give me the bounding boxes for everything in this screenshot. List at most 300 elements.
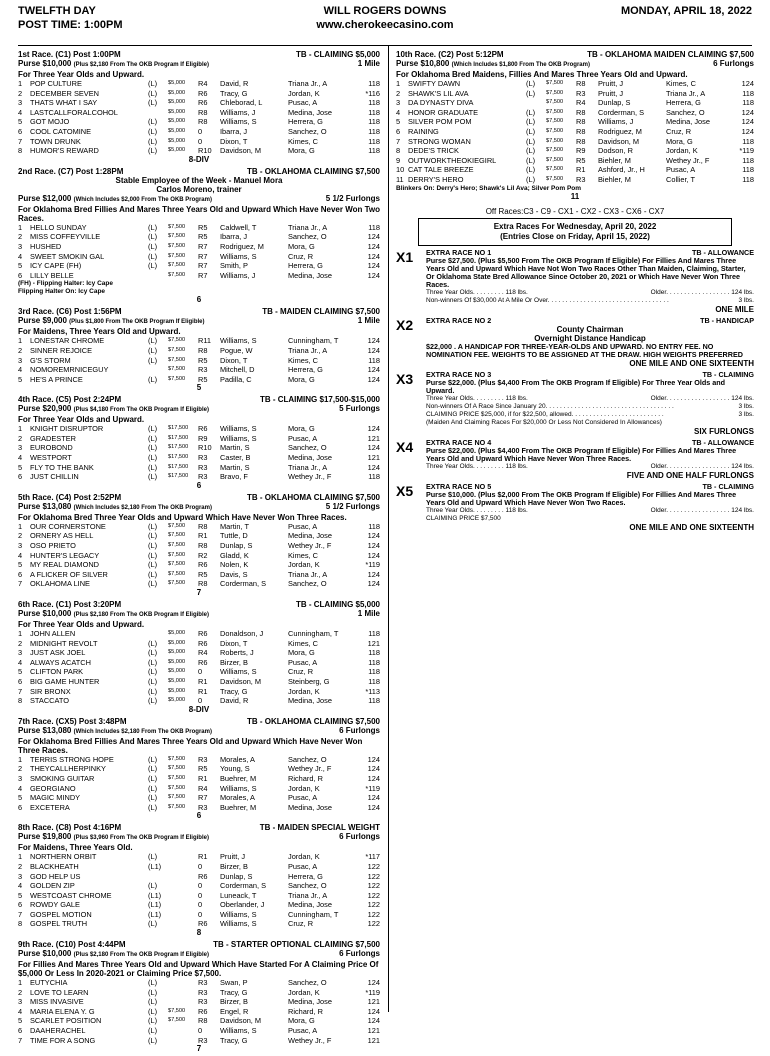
post-number: 3 [18,98,23,108]
table-row [18,677,380,687]
extra-race-distance: SIX FURLONGS [693,427,754,437]
trainer: Ibarra, J [220,232,248,242]
race-block [18,717,380,821]
medication [148,271,168,281]
claim-price: $7,500 [168,252,186,259]
horse-name: NORTHERN ORBIT [30,852,97,862]
weight: 124 [367,241,380,251]
horse-name: SHAWK'S LIL AVA [408,88,469,98]
medication: (L1) [148,861,162,871]
extra-race-name: EXTRA RACE NO 1 [426,248,492,258]
rating: R5 [198,374,208,384]
race-type: TB - OKLAHOMA CLAIMING $7,500 [246,716,380,726]
rating: R3 [576,174,586,184]
claim-price: $7,500 [168,765,186,772]
extra-race-distance: ONE MILE AND ONE SIXTEENTH [629,523,754,533]
jockey: Wethey Jr., F [288,541,332,551]
race-block [18,395,380,490]
medication: (L) [526,174,536,184]
post-number: 7 [18,1035,23,1045]
jockey: Kimes, C [288,136,318,146]
rating: R8 [576,79,586,88]
claim-price: $5,000 [168,89,186,96]
rating: R6 [198,871,208,881]
extra-race-name: EXTRA RACE NO 2 [426,316,492,326]
trainer: Dixon, T [220,638,248,648]
trainer: Williams, J [598,117,634,127]
claim-price: $7,500 [168,271,186,278]
extra-race-conditions: Purse $10,000. (Plus $2,000 From The OKB Program If Eligible) For Fillies And Mares Three Years Old and Upward Which Have Never Won Two Races. [426,490,737,508]
claim-price [168,872,198,882]
purse: Purse $13,080 (Which Includes $2,180 From The OKB Program) [18,725,212,735]
jockey: Herrera, G [666,98,701,108]
horse-name: SIR BRONX [30,686,71,696]
rating: R3 [198,802,208,812]
trainer: Ashford, Jr., H [598,165,645,175]
post-number: 3 [18,541,23,551]
race-conditions: For Maidens, Three Years Old. [18,843,133,853]
rating: R5 [198,222,208,232]
weight: 122 [367,881,380,891]
post-number: 6 [18,802,23,812]
race-block [18,167,380,305]
post-number: 10 [396,165,405,175]
table-row [18,881,380,891]
race-distance: 6 Furlongs [339,949,380,959]
rating: R3 [198,1035,208,1045]
post-number: 6 [18,270,23,280]
claim-price: $7,500 [168,1017,186,1024]
horse-name: HUSHED [30,241,62,251]
horse-name: DEDE'S TRICK [408,146,459,156]
race-title: 9th Race. (C10) Post 4:44PM [18,940,126,950]
extra-race-heading: Overnight Distance Handicap [534,334,646,344]
trainer: Ibarra, J [220,126,248,136]
trainer: Corderman, S [598,107,645,117]
rating: R3 [198,472,208,482]
extra-race-name: EXTRA RACE NO 5 [426,482,492,492]
column-divider [388,46,389,1012]
jockey: Sanchez, O [288,754,327,764]
jockey: Richard, R [288,773,323,783]
extra-race-number: X2 [396,317,414,334]
extra-race-conditions: $22,000 . A HANDICAP FOR THREE-YEAR-OLDS AND UPWARD. NO ENTRY FEE. NO NOMINATION FEE. WEIGHTS TO BE ASSIGNED AT THE DRAW. HIGH WEIGHTS PREFERRED [426,342,743,360]
table-row [396,79,754,89]
claim-price [168,988,198,998]
claim-price [168,1026,198,1036]
post-number: 4 [18,1006,23,1016]
trainer: Biehler, M [598,155,631,165]
weight: 121 [367,1026,380,1036]
jockey: Medina, Jose [288,997,332,1007]
race-header [18,307,380,316]
claim-price: $5,000 [168,630,186,636]
weight: 118 [368,676,380,686]
table-row [18,1016,380,1026]
purse-note: (Which Includes $2,180 From The OKB Program) [73,728,212,735]
trainer: Tracy, G [220,987,248,997]
claim-price: $7,500 [168,223,186,230]
race-conditions: For Oklahoma Bred Fillies And Mares Three Years Old and Upward Which Have Never Won Three Races. [18,736,363,755]
jockey: Medina, Jose [288,270,332,280]
post-number: 5 [18,117,23,127]
weight: 124 [367,443,380,453]
post-number: 2 [18,764,23,774]
trainer: Young, S [220,764,250,774]
claim-price: $7,500 [168,356,186,363]
trainer: Williams, S [220,433,257,443]
jockey: Sanchez, O [288,443,327,453]
race-header [18,717,380,726]
rating: R8 [198,541,208,551]
post-number: 1 [18,521,23,531]
purse-note: (Which Includes $2,000 From The OKB Program) [73,196,212,203]
weight: 124 [367,754,380,764]
horse-name: HUNTER'S LEGACY [30,550,100,560]
horse-name: A FLICKER OF SILVER [30,569,108,579]
table-row [18,764,380,774]
jockey: Triana Jr., A [288,222,328,232]
medication: (L) [526,155,536,165]
horse-name: LONESTAR CHROME [30,336,105,346]
rating: R3 [198,365,208,375]
weight: 124 [367,550,380,560]
horse-name: GRADESTER [30,433,76,443]
table-row [18,852,380,862]
extra-race-type: TB - CLAIMING [702,370,754,380]
extra-race [396,483,754,532]
claim-price: $7,500 [546,156,564,163]
table-row [396,137,754,147]
claim-price: $5,000 [168,687,186,694]
weight: 124 [367,541,380,551]
medication: (L) [148,754,158,764]
jockey: Wethey Jr., F [666,155,710,165]
rating: R8 [198,117,208,127]
medication: (L) [148,541,158,551]
jockey: Richard, R [288,1006,323,1016]
race-title: 4th Race. (C5) Post 2:24PM [18,395,122,405]
post-number: 1 [18,754,23,764]
weight-line-left: Three Year Olds. . . . . . . . . 118 lbs. [426,507,528,515]
table-row [396,89,754,99]
medication: (L) [148,126,158,136]
horse-name: MY REAL DIAMOND [30,560,99,570]
claim-price: $5,000 [168,147,186,154]
jockey: Kimes, C [288,550,318,560]
race-type: TB - OKLAHOMA MAIDEN CLAIMING $7,500 [587,50,754,59]
table-row [18,531,380,541]
jockey: Jordan, K [288,987,320,997]
post-number: 2 [18,232,23,242]
weight: 118 [368,146,380,156]
post-number: 1 [18,629,23,638]
horse-name: SCARLET POSITION [30,1016,102,1026]
header-divider [18,45,752,46]
post-number: 4 [18,365,23,375]
medication [148,629,168,639]
horse-name: MAGIC MINDY [30,793,81,803]
rating: R7 [198,251,208,261]
rating: 0 [198,881,203,891]
post-number: 5 [18,793,23,803]
rating: R3 [198,462,208,472]
jockey: Triana Jr., A [288,569,328,579]
jockey: Wethey Jr., F [288,1035,332,1045]
trainer: Luneack, T [220,890,257,900]
weight-line-right: 3 lbs. [738,297,754,305]
weight-line-right: Older. . . . . . . . . . . . . . . . . . 124 lbs. [650,289,754,297]
jockey: Medina, Jose [288,531,332,541]
trainer: Morales, A [220,754,255,764]
trainer: Bravo, F [220,472,248,482]
horse-name: WESTCOAST CHROME [30,890,112,900]
rating: R6 [198,1006,208,1016]
jockey: Pusac, A [288,1026,318,1036]
weight-line [426,463,754,471]
trainer: Nolen, K [220,560,249,570]
medication: (L) [148,222,158,232]
horse-name: DERRY'S HERO [408,174,464,184]
medication: (L1) [148,900,162,910]
weight: 124 [741,126,754,136]
claim-price: $7,500 [168,570,186,577]
medication: (L) [526,126,536,136]
weight: *116 [365,88,380,98]
trainer: Pruitt, J [598,79,624,88]
post-number: 5 [396,117,401,127]
claim-price [168,919,198,929]
jockey: Steinberg, G [288,676,330,686]
horse-name: SILVER POM POM [408,117,472,127]
race-conditions: For Oklahoma Bred Three Year Olds and Upward Which Have Never Won Three Races. [18,512,347,522]
claim-price: $7,500 [168,375,186,382]
claim-price: $5,000 [168,639,186,646]
entries-table [18,629,380,706]
extra-race-conditions: Purse $22,000. (Plus $4,400 From The OKB Program If Eligible) For Three Year Olds and Upward. [426,378,726,396]
purse: Purse $10,000 (Plus $2,180 From The OKB Program If Eligible) [18,949,209,959]
purse: Purse $12,000 (Which Includes $2,000 From The OKB Program) [18,193,212,203]
rating: R2 [198,550,208,560]
rating: R1 [576,165,586,175]
claim-price: $7,500 [168,522,186,529]
weight: 121 [367,638,380,648]
medication: (L) [148,443,158,453]
post-number: 6 [18,569,23,579]
jockey: Herrera, G [288,365,323,375]
weight: 118 [742,136,754,146]
weight: *119 [365,987,380,997]
medication: (L) [148,696,158,706]
horse-name: HONOR GRADUATE [408,107,479,117]
medication: (L) [148,560,158,570]
jockey: Mora, G [288,648,315,658]
claim-price: $7,500 [168,532,186,539]
race-conditions: For Three Year Olds and Upward. [18,620,145,629]
race-type: TB - MAIDEN CLAIMING $7,500 [262,307,380,317]
weight: 124 [367,978,380,988]
race-distance: 5 1/2 Furlongs [325,193,380,203]
medication [148,108,168,118]
medication: (L) [148,521,158,531]
trainer: Martin, S [220,443,250,453]
jockey: Triana Jr., A [288,345,328,355]
claim-price: $7,500 [168,784,186,791]
rating: R8 [576,117,586,127]
extra-race [396,317,754,368]
race-title: 6th Race. (C1) Post 3:20PM [18,600,122,609]
table-row [18,774,380,784]
horse-name: TOWN DRUNK [30,136,81,146]
extra-race-type: TB - ALLOWANCE [691,248,754,258]
post-number: 4 [18,783,23,793]
table-row [18,336,380,346]
rating: R7 [198,270,208,280]
claim-price [168,891,198,901]
day-label: TWELFTH DAY [18,5,96,17]
post-number: 1 [18,222,23,232]
weight-line-left: Non-winners Of $30,000 At A Mile Or Over. . . . . . . . . . . . . . . . . . . . . . . . . . . . . . . . . . [426,297,669,305]
rating: R1 [198,531,208,541]
medication: (L) [148,462,158,472]
entries-table [18,79,380,156]
table-row [18,424,380,434]
weight: 118 [368,117,380,127]
extra-race-type: TB - CLAIMING [702,482,754,492]
jockey: Pusac, A [666,165,696,175]
jockey: Medina, Jose [288,696,332,706]
purse-note: (Plus $2,180 From The OKB Program If Eligible) [73,62,209,68]
table-row [18,658,380,668]
rating: 0 [198,667,203,677]
medication: (L) [148,987,158,997]
trainer: Pogue, W [220,345,253,355]
medication: (L) [148,997,158,1007]
weight-line [426,411,754,419]
medication: (L) [148,355,158,365]
race-type: TB - MAIDEN SPECIAL WEIGHT [259,823,380,833]
post-number: 11 [396,174,404,184]
extra-race-distance: FIVE AND ONE HALF FURLONGS [626,471,754,481]
race-block [18,600,380,714]
race-block [396,50,754,201]
medication: (L) [148,802,158,812]
jockey: Jordan, K [666,146,698,156]
post-number: 5 [18,261,23,271]
weight: 124 [367,336,380,346]
medication: (L) [148,764,158,774]
extra-box-line: (Entries Close on Friday, April 15, 2022) [500,232,650,242]
trainer: Pruitt, J [220,852,246,862]
horse-name: G'S STORM [30,355,71,365]
weight: 118 [368,98,380,108]
table-row [18,98,380,108]
race-header [18,50,380,59]
field-count: 6 [196,480,202,490]
rating: 0 [198,900,203,910]
horse-name: EUTYCHIA [30,978,68,988]
rating: R3 [198,978,208,988]
weight: 121 [367,1035,380,1045]
weight: 124 [741,117,754,127]
trainer: David, R [220,696,249,706]
post-number: 7 [18,579,23,589]
post-number: 5 [18,1016,23,1026]
extra-race-conditions: Purse $22,000. (Plus $4,400 From The OKB Program If Eligible) For Fillies And Mares Three Years Old and Upward Which Have Never Won Three Races. [426,446,737,464]
weight: 124 [367,374,380,384]
jockey: Cunningham, T [288,336,339,346]
weight-line-right: Older. . . . . . . . . . . . . . . . . . 124 lbs. [650,395,754,403]
trainer: Padilla, C [220,374,252,384]
trainer: Gladd, K [220,550,249,560]
horse-name: ALWAYS ACATCH [30,657,91,667]
table-row [18,891,380,901]
post-number: 5 [18,667,23,677]
jockey: Jordan, K [288,88,320,98]
medication: (L) [526,165,536,175]
jockey: Medina, Jose [666,117,710,127]
rating: R8 [198,579,208,589]
jockey: Kimes, C [666,79,696,88]
post-number: 3 [18,241,23,251]
rating: R6 [198,560,208,570]
weight-line-left: Three Year Olds. . . . . . . . . 118 lbs. [426,289,528,297]
rating: R5 [198,569,208,579]
trainer: Tracy, G [220,1035,248,1045]
track-website[interactable]: www.cherokeecasino.com [316,19,454,31]
purse: Purse $9,000 (Plus $1,800 From The OKB Program If Eligible) [18,316,205,326]
purse-note: (Which Includes $2,180 From The OKB Program) [73,504,212,511]
extra-race-number: X3 [396,371,414,388]
track-name: WILL ROGERS DOWNS [323,5,447,17]
rating: R4 [198,783,208,793]
medication: (L1) [148,890,162,900]
horse-name: GOT MOJO [30,117,70,127]
field-count: 6 [196,295,202,305]
medication: (L) [148,251,158,261]
medication: (L) [148,648,158,658]
trainer: Davidson, M [598,136,640,146]
weight: 118 [368,79,380,88]
horse-name: OUR CORNERSTONE [30,521,106,531]
race-type: TB - OKLAHOMA CLAIMING $7,500 [246,492,380,502]
post-number: 3 [18,773,23,783]
post-number: 2 [18,345,23,355]
medication: (L) [526,79,536,88]
weight-line [426,419,754,427]
horse-name: HELLO SUNDAY [30,222,87,232]
medication: (L) [148,676,158,686]
weight: 124 [367,764,380,774]
post-number: 2 [396,88,401,98]
claim-price: $5,000 [168,108,186,115]
medication: (L) [148,657,158,667]
rating: R4 [576,98,586,108]
weight: *113 [365,686,380,696]
purse-line [396,59,754,70]
table-row [18,261,380,271]
race-header [18,823,380,832]
post-number: 2 [18,987,23,997]
claim-price [168,852,198,862]
post-number: 8 [18,696,23,706]
table-row [396,146,754,156]
race-header [18,395,380,404]
horse-name: POP CULTURE [30,79,82,88]
claim-price [168,978,198,988]
medication: (L) [148,881,158,891]
trainer: Birzer, B [220,997,248,1007]
